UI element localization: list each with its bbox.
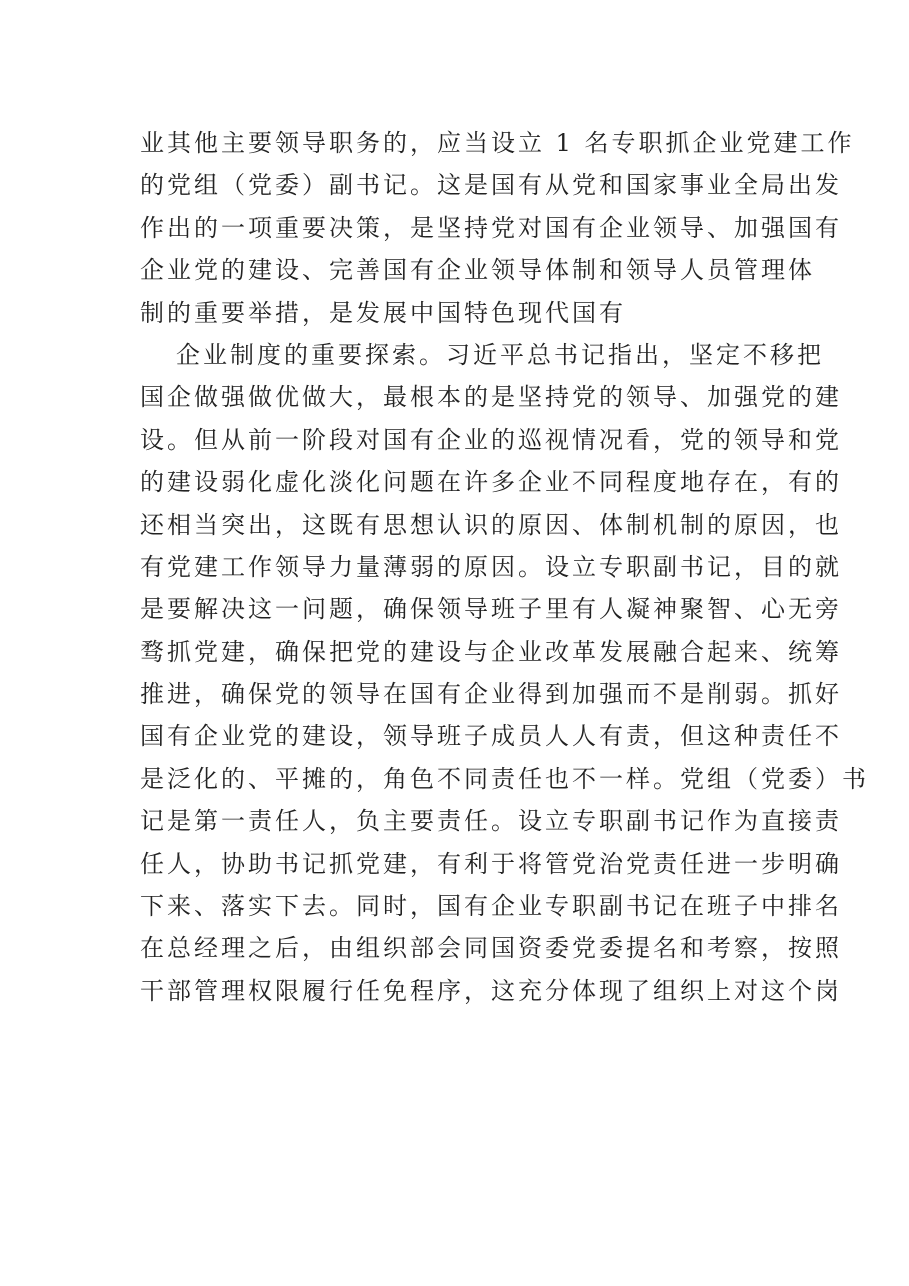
- text-line: 干部管理权限履行任免程序，这充分体现了组织上对这个岗: [140, 976, 842, 1005]
- text-line: 下来、落实下去。同时，国有企业专职副书记在班子中排名: [140, 892, 842, 921]
- text-line: 在总经理之后，由组织部会同国资委党委提名和考察，按照: [140, 934, 842, 963]
- text-line: 设。但从前一阶段对国有企业的巡视情况看，党的领导和党: [140, 425, 842, 454]
- text-line: 业其他主要领导职务的，应当设立 1 名专职抓企业党建工作: [140, 129, 855, 157]
- text-line-indented: 企业制度的重要探索。习近平总书记指出，坚定不移把: [176, 340, 824, 369]
- text-line: 推进，确保党的领导在国有企业得到加强而不是削弱。抓好: [140, 680, 842, 709]
- text-line: 有党建工作领导力量薄弱的原因。设立专职副书记，目的就: [140, 552, 842, 581]
- text-line: 是要解决这一问题，确保领导班子里有人凝神聚智、心无旁: [140, 595, 842, 624]
- text-line: 是泛化的、平摊的，角色不同责任也不一样。党组（党委）书: [140, 764, 869, 793]
- text-line: 任人，协助书记抓党建，有利于将管党治党责任进一步明确: [140, 849, 842, 878]
- text-line: 国企做强做优做大，最根本的是坚持党的领导、加强党的建: [140, 383, 842, 412]
- text-line: 的建设弱化虚化淡化问题在许多企业不同程度地存在，有的: [140, 468, 842, 497]
- body-text: [140, 122, 869, 1012]
- text-line: 记是第一责任人，负主要责任。设立专职副书记作为直接责: [140, 807, 842, 836]
- text-line: 制的重要举措，是发展中国特色现代国有: [140, 298, 626, 327]
- text-line: 作出的一项重要决策，是坚持党对国有企业领导、加强国有: [140, 213, 842, 242]
- text-line: 骛抓党建，确保把党的建设与企业改革发展融合起来、统筹: [140, 637, 842, 666]
- text-line: 企业党的建设、完善国有企业领导体制和领导人员管理体: [140, 256, 815, 285]
- text-line: 的党组（党委）副书记。这是国有从党和国家事业全局出发: [140, 171, 842, 200]
- text-line: 国有企业党的建设，领导班子成员人人有责，但这种责任不: [140, 722, 842, 751]
- text-line: 还相当突出，这既有思想认识的原因、体制机制的原因，也: [140, 510, 842, 539]
